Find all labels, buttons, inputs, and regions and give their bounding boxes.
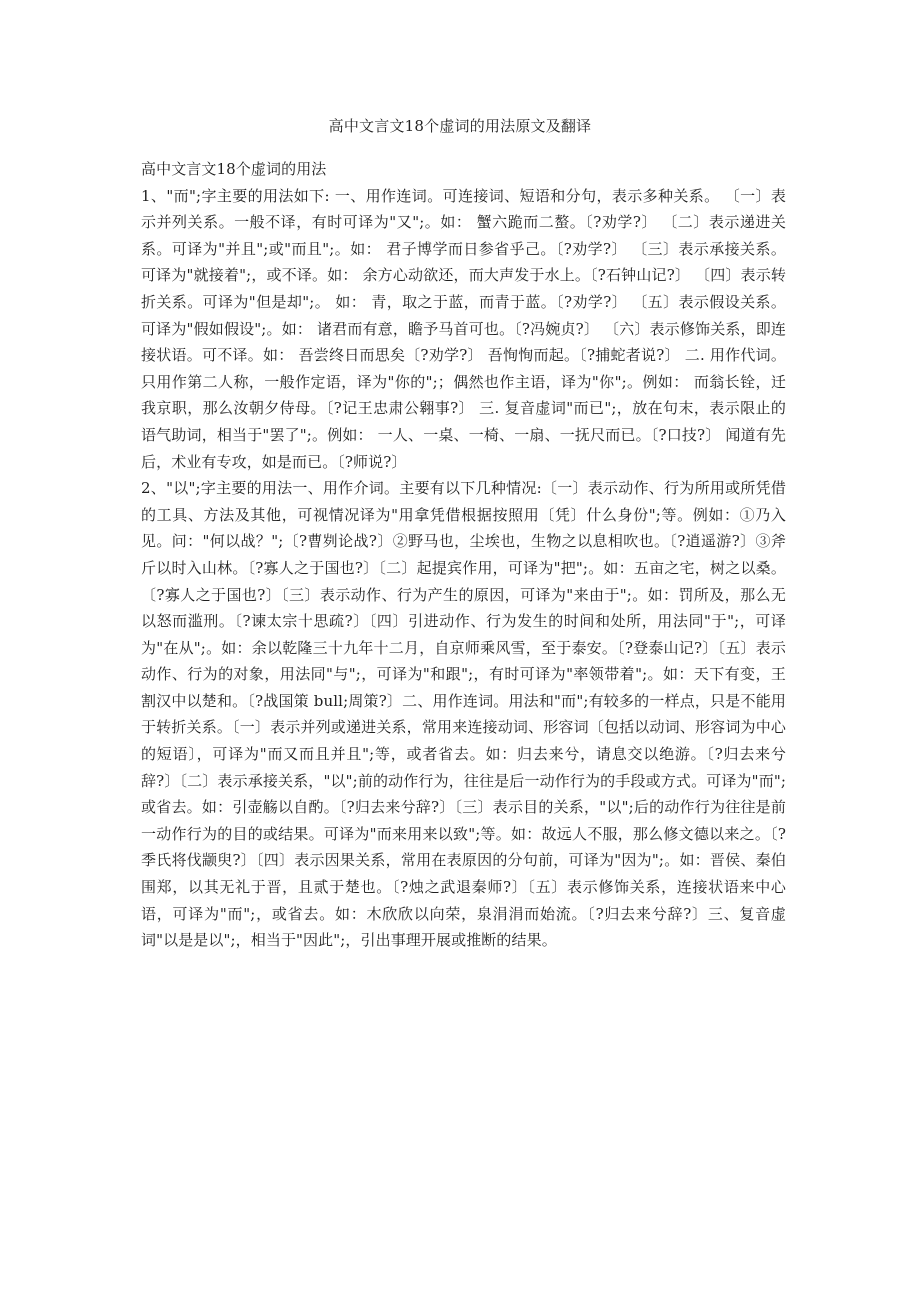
- document-subtitle: 高中文言文18个虚词的用法: [141, 160, 327, 178]
- paragraph-yi: 2、"以";字主要的用法一、用作介词。主要有以下几种情况:〔一〕表示动作、行为所用或所凭借的工具、方法及其他，可视情况译为"用拿凭借根据按照用〔凭〕什么身份";等。例如：①乃入见。问："何以战？";〔?曹刿论战?〕②野马也，尘埃也，生物之以息相吹也。〔?逍遥游?〕③斧斤以时入山林。〔?寡人之于国也?〕〔二〕起提宾作用，可译为"把";。如：五亩之宅，树之以桑。〔?寡人之于国也?〕〔三〕表示动作、行为产生的原因，可译为"来由于";。如：罚所及，那么无以怒而滥刑。〔?谏太宗十思疏?〕〔四〕引进动作、行为发生的时间和处所，用法同"于";，可译为"在从";。如：余以乾隆三十九年十二月，自京师乘风雪，至于泰安。〔?登泰山记?〕〔五〕表示动作、行为的对象，用法同"与";，可译为"和跟";，有时可译为"率领带着";。如：天下有变，王割汉中以楚和。〔?战国策 bull;周策?〕二、用作连词。用法和"而";有较多的一样点，只是不能用于转折关系。〔一〕表示并列或递进关系，常用来连接动词、形容词〔包括以动词、形容词为中心的短语〕，可译为"而又而且并且";等，或者省去。如：归去来兮，请息交以绝游。〔?归去来兮辞?〕〔二〕表示承接关系，"以";前的动作行为，往往是后一动作行为的手段或方式。可译为"而";或省去。如：引壶觞以自酌。〔?归去来兮辞?〕〔三〕表示目的关系，"以";后的动作行为往往是前一动作行为的目的或结果。可译为"而来用来以致";等。如：故远人不服，那么修文德以来之。〔?季氏将伐颛臾?〕〔四〕表示因果关系，常用在表原因的分句前，可译为"因为";。如：晋侯、秦伯围郑，以其无礼于晋，且贰于楚也。〔?烛之武退秦师?〕〔五〕表示修饰关系，连接状语来中心语，可译为"而";，或省去。如：木欣欣以向荣，泉涓涓而始流。〔?归去来兮辞?〕三、复音虚词"以是是以";，相当于"因此";，引出事理开展或推断的结果。: [141, 479, 786, 950]
- document-body: [141, 156, 786, 954]
- paragraph-er: 1、"而";字主要的用法如下: 一、用作连词。可连接词、短语和分句，表示多种关系。 〔一〕表示并列关系。一般不译，有时可译为"又";。如： 蟹六跪而二螯。〔?劝学?〕 〔二〕表示递进关系。可译为"并且";或"而且";。如： 君子博学而日参省乎己。〔?劝学?〕 〔三〕表示承接关系。可译为"就接着";，或不译。如： 余方心动欲还，而大声发于水上。〔?石钟山记?〕 〔四〕表示转折关系。可译为"但是却";。 如： 青，取之于蓝，而青于蓝。〔?劝学?〕 〔五〕表示假设关系。可译为"假如假设";。如： 诸君而有意，瞻予马首可也。〔?冯婉贞?〕 〔六〕表示修饰关系，即连接状语。可不译。如： 吾尝终日而思矣〔?劝学?〕 吾恂恂而起。〔?捕蛇者说?〕 二. 用作代词。只用作第二人称，一般作定语，译为"你的";；偶然也作主语，译为"你";。例如： 而翁长铨，迁我京职，那么汝朝夕侍母。〔?记王忠肃公翱事?〕 三. 复音虚词"而已";，放在句末，表示限止的语气助词，相当于"罢了";。例如： 一人、一桌、一椅、一扇、一抚尺而已。〔?口技?〕 闻道有先后，术业有专攻，如是而已。〔?师说?〕: [141, 186, 786, 471]
- document-title: 高中文言文18个虚词的用法原文及翻译: [328, 117, 592, 135]
